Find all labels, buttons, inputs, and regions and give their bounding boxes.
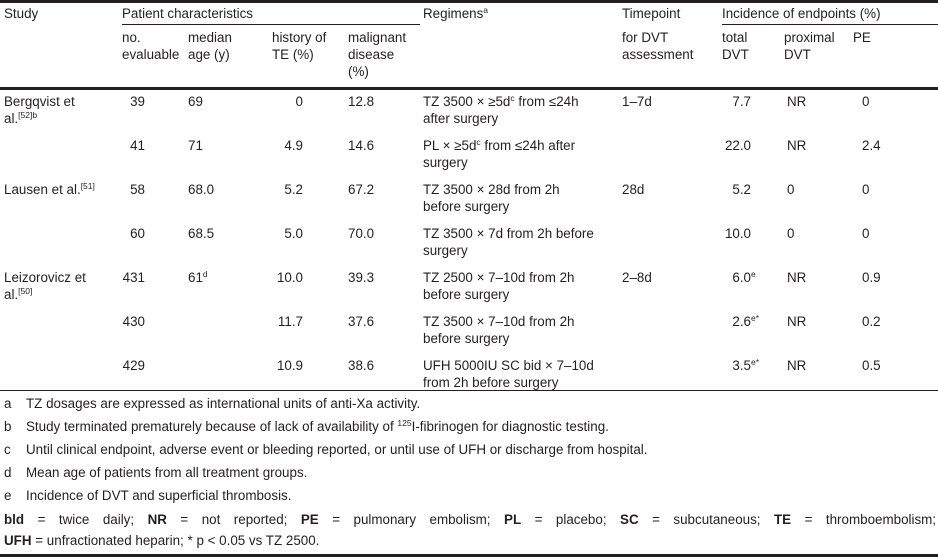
cell-proximal-dvt: NR (787, 358, 807, 373)
header-bottom-rule (0, 87, 938, 90)
cell-median-age: 68.5 (188, 226, 215, 241)
cell-total-dvt: $3.5^{e*}$ (732, 357, 760, 373)
header-regimens: Regimens$^a$ (423, 5, 489, 21)
cell-proximal-dvt: 0 (787, 182, 795, 197)
abbreviations-line-1 (4, 509, 936, 530)
header-median-age: median age (y) (188, 30, 232, 62)
cell-malignant: 37.6 (348, 314, 375, 329)
cell-timepoint: 28d (622, 182, 645, 197)
header-history-te: history of TE (%) (272, 30, 327, 62)
cell-timepoint: 1–7d (622, 94, 652, 109)
cell-malignant: 12.8 (348, 94, 375, 109)
cell-history-te: 11.7 (277, 314, 303, 329)
abbreviations-line-2 (4, 533, 319, 548)
cell-regimen: TZ 2500 × 7–10d from 2h before surgery (423, 270, 575, 302)
header-timepoint-cont: for DVT assessment (622, 30, 694, 62)
cell-regimen: PL × $\ge 5d^c$ from ≤24h after surgery (423, 137, 576, 170)
header-incidence: Incidence of endpoints (%) (722, 6, 881, 21)
cell-pe: 0.5 (862, 358, 881, 373)
cell-pe: 0 (862, 226, 870, 241)
header-timepoint: Timepoint (622, 6, 681, 21)
table-top-rule (0, 0, 938, 3)
cell-pe: 0.2 (862, 314, 881, 329)
header-total-dvt: total DVT (722, 30, 749, 62)
footnote-a: a TZ dosages are expressed as international units of anti-Xa activity. (4, 396, 421, 411)
cell-total-dvt: 10.0 (724, 226, 751, 241)
cell-malignant: 39.3 (348, 270, 375, 285)
header-pe: PE (853, 30, 871, 45)
cell-total-dvt: $2.6^{e*}$ (732, 313, 760, 329)
abbreviation-item: UFH = unfractionated heparin; (4, 533, 184, 548)
cell-regimen: TZ 3500 × 7d from 2h before surgery (423, 226, 594, 258)
cell-pe: 2.4 (862, 138, 881, 153)
cell-no-evaluable: 430 (122, 314, 145, 329)
significance-note: * p < 0.05 vs TZ 2500. (187, 533, 320, 548)
abbreviation-item: PL = placebo; (504, 512, 607, 527)
cell-history-te: 10.0 (276, 270, 303, 285)
cell-pe: 0 (862, 94, 870, 109)
incidence-rule (722, 24, 938, 25)
cell-study: Bergqvist et al.$^{[52]b}$ (4, 94, 75, 126)
footnote-d: d Mean age of patients from all treatment groups. (4, 465, 308, 480)
cell-total-dvt: 6.0e (732, 269, 756, 285)
cell-no-evaluable: 41 (130, 138, 145, 153)
abbreviation-item: TE = thromboembolism; (774, 512, 937, 527)
header-no-evaluable: no. evaluable (122, 30, 180, 62)
cell-proximal-dvt: NR (787, 270, 807, 285)
cell-pe: 0.9 (862, 270, 881, 285)
cell-history-te: 0 (295, 94, 303, 109)
cell-no-evaluable: 60 (130, 226, 145, 241)
cell-history-te: 10.9 (276, 358, 303, 373)
header-patient-characteristics: Patient characteristics (122, 6, 253, 21)
cell-malignant: 70.0 (348, 226, 375, 241)
cell-median-age: 68.0 (188, 182, 215, 197)
cell-study: Leizorovicz et al.[50] (4, 270, 86, 302)
cell-no-evaluable: 58 (130, 182, 145, 197)
cell-timepoint: 2–8d (622, 270, 652, 285)
cell-regimen: UFH 5000IU SC bid × 7–10d from 2h before surgery (423, 358, 594, 390)
cell-malignant: 14.6 (348, 138, 375, 153)
abbreviation-item: bld = twice daily; (4, 512, 135, 527)
cell-regimen: TZ $3500 \times \ge 5d^c$ from ≤24h after surgery (423, 93, 579, 126)
cell-history-te: 4.9 (284, 138, 303, 153)
patient-characteristics-rule (122, 24, 420, 25)
cell-history-te: 5.0 (284, 226, 303, 241)
cell-median-age: 69 (188, 94, 203, 109)
cell-no-evaluable: 429 (122, 358, 145, 373)
cell-history-te: 5.2 (284, 182, 303, 197)
cell-total-dvt: 22.0 (724, 138, 751, 153)
header-proximal-dvt: proximal DVT (784, 30, 835, 62)
footnote-b: b Study terminated prematurely because of lack of availability of $^{125}$I-fibrinogen for diagnostic testing. (4, 418, 609, 434)
cell-no-evaluable: 39 (130, 94, 145, 109)
header-study: Study (4, 6, 39, 21)
cell-malignant: 38.6 (348, 358, 375, 373)
cell-regimen: TZ 3500 × 28d from 2h before surgery (423, 182, 560, 214)
cell-total-dvt: 7.7 (732, 94, 751, 109)
cell-median-age: 61$^d$ (188, 269, 208, 285)
header-malignant-disease: malignant disease (%) (348, 30, 407, 79)
cell-no-evaluable: 431 (122, 270, 145, 285)
footnote-e: e Incidence of DVT and superficial thrombosis. (4, 488, 292, 503)
cell-regimen: TZ 3500 × 7–10d from 2h before surgery (423, 314, 575, 346)
abbreviations (4, 509, 936, 551)
cell-proximal-dvt: NR (787, 138, 807, 153)
cell-proximal-dvt: NR (787, 94, 807, 109)
abbreviation-item: PE = pulmonary embolism; (300, 512, 491, 527)
cell-pe: 0 (862, 182, 870, 197)
cell-total-dvt: 5.2 (732, 182, 751, 197)
abbreviation-item: SC = subcutaneous; (620, 512, 761, 527)
cell-malignant: 67.2 (348, 182, 375, 197)
abbreviation-item: NR = not reported; (147, 512, 288, 527)
cell-proximal-dvt: NR (787, 314, 807, 329)
cell-median-age: 71 (188, 138, 203, 153)
cell-study: Lausen et al.[51] (4, 181, 95, 197)
cell-proximal-dvt: 0 (787, 226, 795, 241)
footnote-c: c Until clinical endpoint, adverse event or bleeding reported, or until use of UFH or discharge from hospital. (4, 442, 648, 457)
